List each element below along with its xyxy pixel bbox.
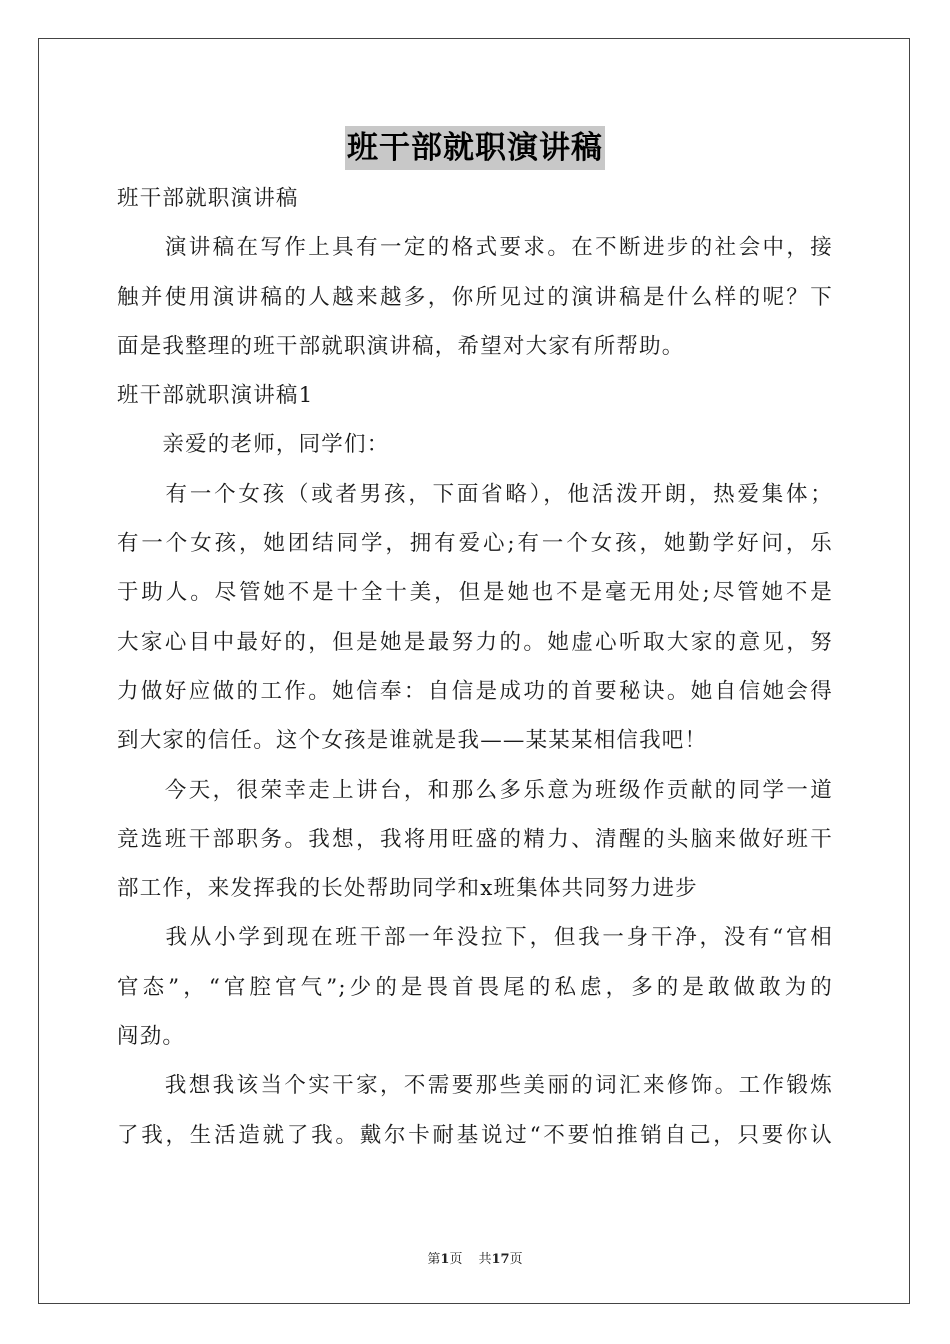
- total-label-suffix: 页: [509, 1252, 523, 1267]
- page-label-prefix: 第: [427, 1252, 441, 1267]
- page-number: 1: [440, 1252, 450, 1267]
- total-pages: 17: [491, 1252, 510, 1267]
- text-line: 了我，生活造就了我。戴尔卡耐基说过“不要怕推销自己，只要你认: [117, 1122, 833, 1148]
- page-footer: [0, 1248, 950, 1267]
- text-line: 部工作，来发挥我的长处帮助同学和x班集体共同努力进步: [117, 876, 698, 902]
- text-line: 触并使用演讲稿的人越来越多，你所见过的演讲稿是什么样的呢？下: [117, 284, 833, 310]
- document-title: 班干部就职演讲稿: [345, 126, 605, 170]
- text-line: 我想我该当个实干家，不需要那些美丽的词汇来修饰。工作锻炼: [117, 1073, 833, 1099]
- text-line: 演讲稿在写作上具有一定的格式要求。在不断进步的社会中，接: [117, 235, 833, 261]
- page-label-suffix: 页: [449, 1252, 463, 1267]
- document-body: [117, 174, 833, 1160]
- text-line: 亲爱的老师，同学们：: [117, 432, 390, 458]
- text-line: 班干部就职演讲稿: [117, 186, 299, 211]
- text-line: 面是我整理的班干部就职演讲稿，希望对大家有所帮助。: [117, 333, 685, 359]
- text-line: 大家心目中最好的，但是她是最努力的。她虚心听取大家的意见，努: [117, 629, 833, 655]
- text-line: 有一个女孩，她团结同学，拥有爱心;有一个女孩，她勤学好问，乐: [117, 531, 833, 557]
- total-label-prefix: 共: [478, 1252, 492, 1267]
- text-line: 于助人。尽管她不是十全十美，但是她也不是毫无用处;尽管她不是: [117, 580, 833, 606]
- text-line: 闯劲。: [117, 1024, 186, 1050]
- text-line: 竞选班干部职务。我想，我将用旺盛的精力、清醒的头脑来做好班干: [117, 826, 833, 852]
- text-line: 今天，很荣幸走上讲台，和那么多乐意为班级作贡献的同学一道: [117, 777, 833, 803]
- title-container: [0, 126, 950, 170]
- text-line: 我从小学到现在班干部一年没拉下，但我一身干净，没有“官相: [117, 925, 833, 951]
- text-line: 力做好应做的工作。她信奉：自信是成功的首要秘诀。她自信她会得: [117, 678, 833, 704]
- text-line: 有一个女孩（或者男孩，下面省略），他活泼开朗，热爱集体；: [117, 481, 833, 507]
- text-line: 官态”，“官腔官气”;少的是畏首畏尾的私虑，多的是敢做敢为的: [117, 974, 833, 1000]
- text-line: 到大家的信任。这个女孩是谁就是我——某某某相信我吧！: [117, 728, 708, 754]
- text-line: 班干部就职演讲稿1: [117, 383, 314, 409]
